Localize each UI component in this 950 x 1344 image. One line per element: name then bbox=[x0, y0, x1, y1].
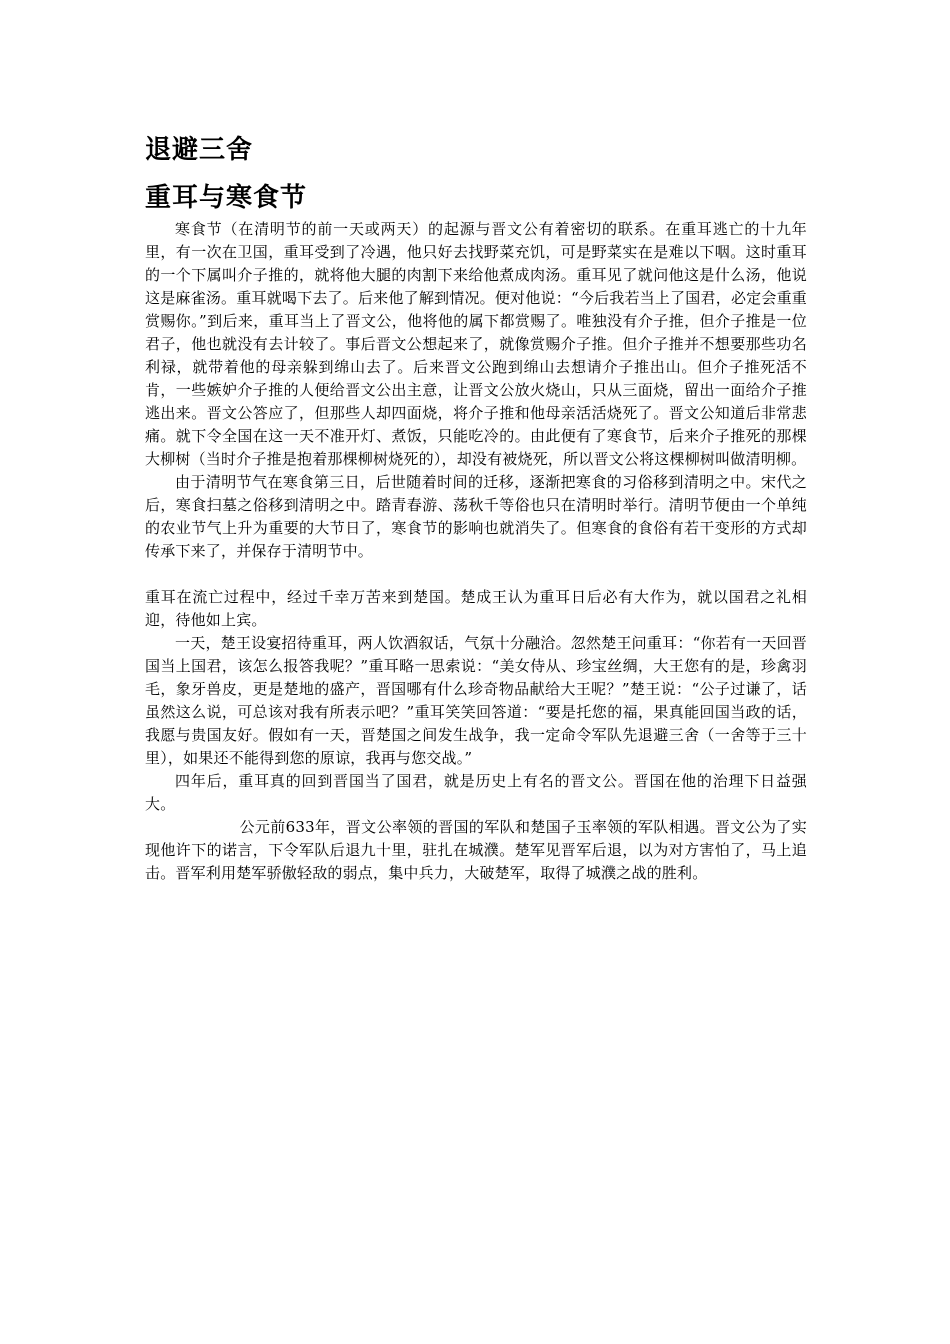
paragraph-qingming-customs: 由于清明节气在寒食第三日，后世随着时间的迁移，逐渐把寒食的习俗移到清明之中。宋代之后，寒食扫墓之俗移到清明之中。踏青春游、荡秋千等俗也只在清明时举行。清明节便由一个单纯的农业节气上升为重要的大节日了，寒食节的影响也就消失了。但寒食的食俗有若干变形的方式却传承下来了，并保存于清明节中。 bbox=[145, 473, 807, 560]
paragraph-banquet-promise: 一天，楚王设宴招待重耳，两人饮酒叙话，气氛十分融洽。忽然楚王问重耳：“你若有一天回晋国当上国君，该怎么报答我呢？”重耳略一思索说：“美女侍从、珍宝丝绸，大王您有的是，珍禽羽毛，象牙兽皮，更是楚地的盛产，晋国哪有什么珍奇物品献给大王呢？”楚王说：“公子过谦了，话虽然这么说，可总该对我有所表示吧？”重耳笑笑回答道：“要是托您的福，果真能回国当政的话，我愿与贵国友好。假如有一天，晋楚国之间发生战争，我一定命令军队先退避三舍（一舍等于三十里），如果还不能得到您的原谅，我再与您交战。” bbox=[145, 634, 807, 767]
paragraph-chu-welcome: 重耳在流亡过程中，经过千幸万苦来到楚国。楚成王认为重耳日后必有大作为，就以国君之礼相迎，待他如上宾。 bbox=[145, 588, 807, 629]
paragraph-battle-chengpu: 公元前633年，晋文公率领的晋国的军队和楚国子玉率领的军队相遇。晋文公为了实现他许下的诺言，下令军队后退九十里，驻扎在城濮。楚军见晋军后退，以为对方害怕了，马上追击。晋军利用楚军骄傲轻敌的弱点，集中兵力，大破楚军，取得了城濮之战的胜利。 bbox=[145, 818, 807, 882]
paragraph-cold-food-origin: 寒食节（在清明节的前一天或两天）的起源与晋文公有着密切的联系。在重耳逃亡的十九年里，有一次在卫国，重耳受到了冷遇，他只好去找野菜充饥，可是野菜实在是难以下咽。这时重耳的一个下属叫介子推的，就将他大腿的肉割下来给他煮成肉汤。重耳见了就问他这是什么汤，他说这是麻雀汤。重耳就喝下去了。后来他了解到情况。便对他说：“今后我若当上了国君，必定会重重赏赐你。”到后来，重耳当上了晋文公，他将他的属下都赏赐了。唯独没有介子推，但介子推是一位君子，他也就没有去计较了。事后晋文公想起来了，就像赏赐介子推。但介子推并不想要那些功名利禄，就带着他的母亲躲到绵山去了。后来晋文公跑到绵山去想请介子推出山。但介子推死活不肯，一些嫉妒介子推的人便给晋文公出主意，让晋文公放火烧山，只从三面烧，留出一面给介子推逃出来。晋文公答应了，但那些人却四面烧，将介子推和他母亲活活烧死了。晋文公知道后非常悲痛。就下令全国在这一天不准开灯、煮饭，只能吃冷的。由此便有了寒食节，后来介子推死的那棵大柳树（当时介子推是抱着那棵柳树烧死的），却没有被烧死，所以晋文公将这棵柳树叫做清明柳。 bbox=[145, 220, 807, 468]
document-body bbox=[145, 132, 807, 885]
paragraph-spacer bbox=[145, 563, 807, 586]
paragraph-return-to-jin: 四年后，重耳真的回到晋国当了国君，就是历史上有名的晋文公。晋国在他的治理下日益强大。 bbox=[145, 772, 807, 813]
document-title: 退避三舍 bbox=[145, 135, 254, 165]
section-title: 重耳与寒食节 bbox=[145, 183, 308, 213]
